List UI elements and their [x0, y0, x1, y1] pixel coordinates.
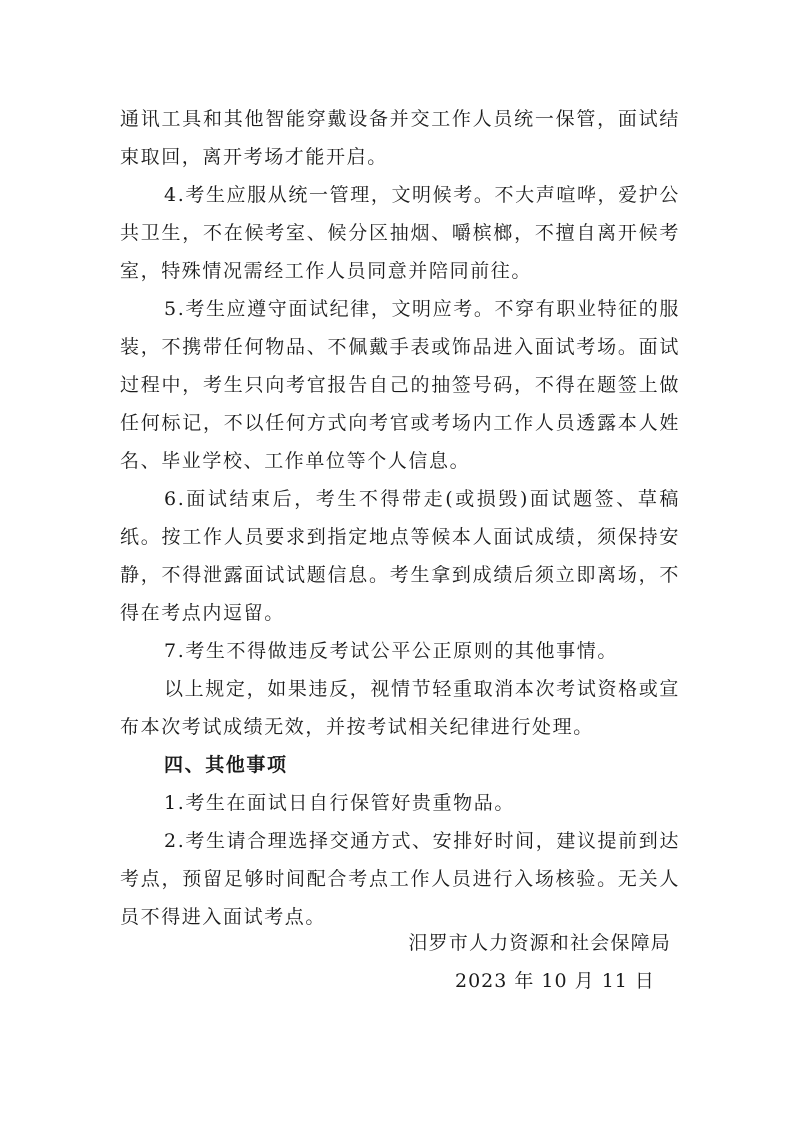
- other-item-2: 2.考生请合理选择交通方式、安排好时间，建议提前到达考点，预留足够时间配合考点工作人员进行入场核验。无关人员不得进入面试考点。: [120, 830, 680, 928]
- issuer-signature: 汨罗市人力资源和社会保障局: [408, 932, 671, 954]
- other-item-1: 1.考生在面试日自行保管好贵重物品。: [164, 792, 515, 814]
- issue-date: 2023 年 10 月 11 日: [455, 970, 655, 992]
- rule-item-4: 4.考生应服从统一管理，文明候考。不大声喧哗，爱护公共卫生，不在候考室、候分区抽烟、嚼槟榔，不擅自离开候考室，特殊情况需经工作人员同意并陪同前往。: [120, 184, 680, 282]
- rule-item-7: 7.考生不得做违反考试公平公正原则的其他事情。: [164, 640, 618, 662]
- violation-notice: 以上规定，如果违反，视情节轻重取消本次考试资格或宣布本次考试成绩无效，并按考试相关纪律进行处理。: [120, 678, 680, 738]
- rule-item-5: 5.考生应遵守面试纪律，文明应考。不穿有职业特征的服装，不携带任何物品、不佩戴手表或饰品进入面试考场。面试过程中，考生只向考官报告自己的抽签号码，不得在题签上做任何标记，不以任何方式向考官或考场内工作人员透露本人姓名、毕业学校、工作单位等个人信息。: [120, 298, 680, 472]
- paragraph-continuation: 通讯工具和其他智能穿戴设备并交工作人员统一保管，面试结束取回，离开考场才能开启。: [120, 108, 680, 168]
- section-heading-other-matters: 四、其他事项: [164, 754, 288, 776]
- document-body: [120, 100, 680, 936]
- rule-item-6: 6.面试结束后，考生不得带走(或损毁)面试题签、草稿纸。按工作人员要求到指定地点等候本人面试成绩，须保持安静，不得泄露面试试题信息。考生拿到成绩后须立即离场，不得在考点内逗留。: [120, 488, 680, 624]
